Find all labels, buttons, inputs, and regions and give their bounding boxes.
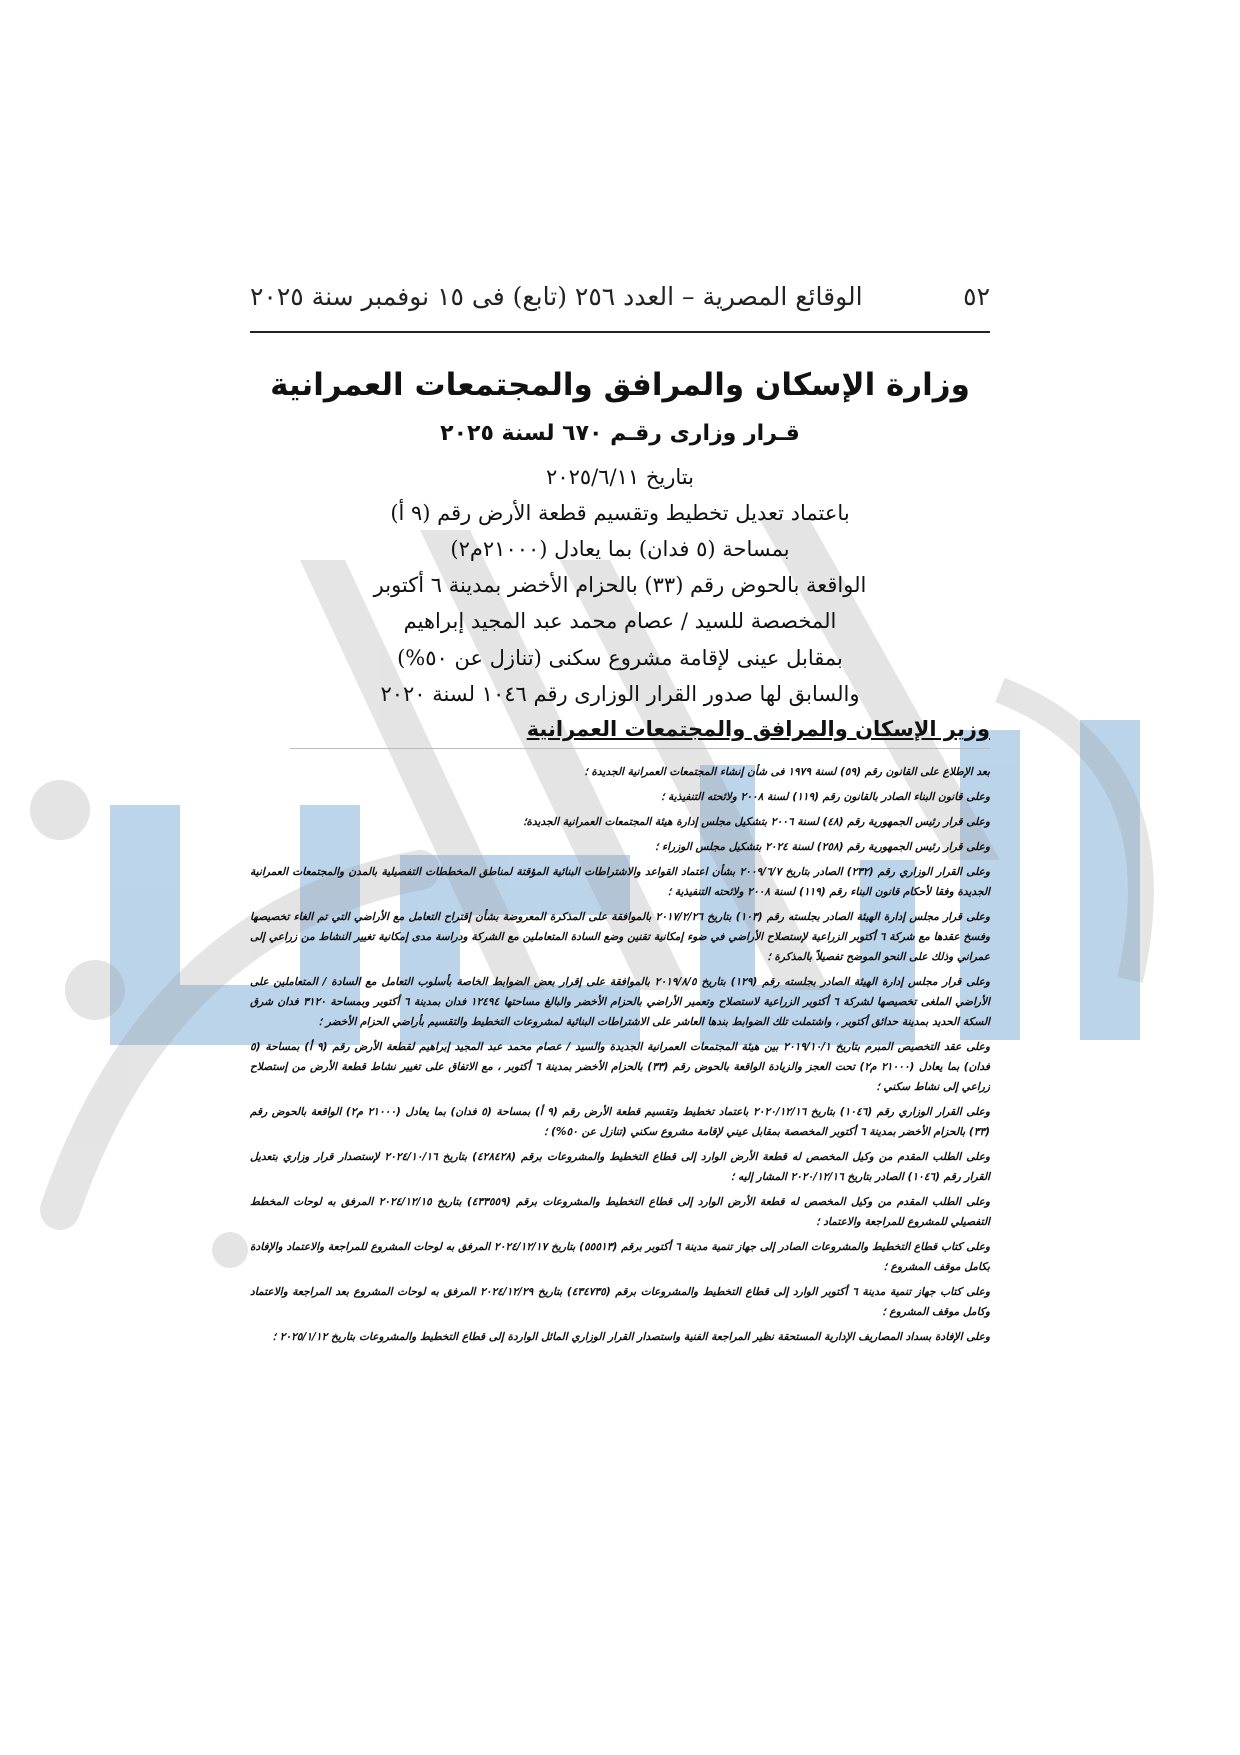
section-divider [290,748,990,749]
header-divider [250,331,990,333]
preamble-paragraph: وعلى القرار الوزاري رقم (٢٣٢) الصادر بتاريخ ٢٠٠٩/٦/٧ بشأن اعتماد القواعد والاشتراطات البنائية المؤقتة لمناطق المخططات التفصيلية بالمدن والمجتمعات العمرانية الجديدة وفقا لأحكام قانون البناء رقم (١١٩) لسنة ٢٠٠٨ ولائحته التنفيذية ؛ [250,866,990,898]
preamble-paragraph: وعلى قرار رئيس الجمهورية رقم (٢٥٨) لسنة ٢٠٢٤ بتشكيل مجلس الوزراء ؛ [654,841,990,853]
watermark-arc [1000,690,1141,980]
preamble-paragraph: بعد الإطلاع على القانون رقم (٥٩) لسنة ١٩٧٩ فى شأن إنشاء المجتمعات العمرانية الجديدة ؛ [584,766,990,778]
preamble-paragraph: وعلى القرار الوزاري رقم (١٠٤٦) بتاريخ ٢٠٢٠/١٢/١٦ باعتماد تخطيط وتقسيم قطعة الأرض رقم (٩ أ) بمساحة (٥ فدان) بما يعادل (٢١٠٠٠ م٢) الواقعة بالحوض رقم (٣٣) بالحزام الأخضر بمدينة ٦ أكتوبر المخصصة بمقابل عيني لإقامة مشروع سكني (تنازل عن ٥٠%) ؛ [250,1106,990,1138]
preamble-paragraph: وعلى قرار رئيس الجمهورية رقم (٤٨) لسنة ٢٠٠٦ بتشكيل مجلس إدارة هيئة المجتمعات العمرانية الجديدة؛ [523,816,990,828]
decree-subject-line: الواقعة بالحوض رقم (٣٣) بالحزام الأخضر بمدينة ٦ أكتوبر [373,573,867,598]
preamble-paragraph: وعلى كتاب قطاع التخطيط والمشروعات الصادر إلى جهاز تنمية مدينة ٦ أكتوبر برقم (٥٥٥١٣) بتاريخ ٢٠٢٤/١٢/١٧ المرفق به لوحات المشروع للمراجعة والاعتماد والإفادة بكامل موقف المشروع ؛ [250,1241,991,1273]
watermark-letter-block [1080,720,1140,1040]
watermark-letter-block [110,805,180,1040]
ministry-title: وزارة الإسكان والمرافق والمجتمعات العمرانية [270,367,970,403]
preamble-paragraph: وعلى قرار مجلس إدارة الهيئة الصادر بجلسته رقم (١٠٣) بتاريخ ٢٠١٧/٢/٢٦ بالموافقة على المذكرة المعروضة بشأن إقتراح التعامل مع الأراضي التي تم الغاء تخصيصها وفسخ عقدها مع شركة ٦ أكتوبر الزراعية لإستصلاح الأراضي في ضوء إمكانية تقنين وضع السادة المتعاملين مع الشركة ودراسة مدى إمكانية تغيير النشاط من زراعي إلى عمراني وذلك على النحو الموضح تفصيلاً بالمذكرة ؛ [250,911,990,963]
watermark-dot [65,960,125,1020]
decree-subject-line: بمساحة (٥ فدان) بما يعادل (٢١٠٠٠م٢) [450,537,790,562]
preamble-paragraph: وعلى عقد التخصيص المبرم بتاريخ ٢٠١٩/١٠/١ بين هيئة المجتمعات العمرانية الجديدة والسيد / عصام محمد عبد المجيد إبراهيم لقطعة الأرض رقم (٩ أ) بمساحة (٥ فدان) بما يعادل (٢١٠٠٠ م٢) تحت العجز والزيادة الواقعة بالحوض رقم (٣٣) بالحزام الأخضر بمدينة ٦ أكتوبر ، مع الاتفاق على تغيير نشاط قطعة الأرض من إستصلاح زراعي إلى نشاط سكني ؛ [250,1041,990,1093]
preamble-list [250,762,990,1352]
decree-title: قـرار وزارى رقـم ٦٧٠ لسنة ٢٠٢٥ [440,421,800,447]
preamble-paragraph: وعلى الطلب المقدم من وكيل المخصص له قطعة الأرض الوارد إلى قطاع التخطيط والمشروعات برقم (٤٣٣٥٥٩) بتاريخ ٢٠٢٤/١٢/١٥ المرفق به لوحات المخطط التفصيلي للمشروع للمراجعة والاعتماد ؛ [250,1196,990,1228]
running-title: الوقائع المصرية – العدد ٢٥٦ (تابع) فى ١٥ نوفمبر سنة ٢٠٢٥ [250,282,863,311]
decree-subject-line: باعتماد تعديل تخطيط وتقسيم قطعة الأرض رقم (٩ أ) [390,501,850,526]
decree-subject-line: والسابق لها صدور القرار الوزارى رقم ١٠٤٦ لسنة ٢٠٢٠ [380,681,860,706]
decree-subject-line: المخصصة للسيد / عصام محمد عبد المجيد إبراهيم [403,609,837,634]
watermark-dot [212,1232,248,1268]
preamble-paragraph: وعلى الإفادة بسداد المصاريف الإدارية المستحقة نظير المراجعة الفنية واستصدار القرار الوزاري المائل الواردة إلى قطاع التخطيط والمشروعات بتاريخ ٢٠٢٥/١/١٢ ؛ [272,1331,990,1343]
watermark-dot [30,780,90,840]
decree-subject-line: بمقابل عينى لإقامة مشروع سكنى (تنازل عن ٥٠%) [397,645,843,670]
preamble-paragraph: وعلى كتاب جهاز تنمية مدينة ٦ أكتوبر الوارد إلى قطاع التخطيط والمشروعات برقم (٤٣٤٧٣٥) بتاريخ ٢٠٢٤/١٢/٢٩ المرفق به لوحات المشروع بعد المراجعة والاعتماد وكامل موقف المشروع ؛ [250,1286,990,1318]
decree-heading-block [250,365,990,712]
preamble-paragraph: وعلى قرار مجلس إدارة الهيئة الصادر بجلسته رقم (١٢٩) بتاريخ ٢٠١٩/٨/٥ بالموافقة على إقرار بعض الضوابط الخاصة بأسلوب التعامل مع السادة / المتعاملين على الأراضي الملغى تخصيصها لشركة ٦ أكتوبر الزراعية لاستصلاح وتعمير الأراضي بالحزام الأخضر والبالغ مساحتها ١٢٤٩٤ فدان بمدينة ٦ أكتوبر وبمساحة ٣١٢٠ فدان شرق السكة الحديد بمدينة حدائق أكتوبر ، واشتملت تلك الضوابط بندها العاشر على الاشتراطات البنائية لمشروعات التخطيط والتقسيم بأراضي الحزام الأخضر ؛ [250,976,990,1028]
preamble-paragraph: وعلى الطلب المقدم من وكيل المخصص له قطعة الأرض الوارد إلى قطاع التخطيط والمشروعات برقم (٤٢٨٤٢٨) بتاريخ ٢٠٢٤/١٠/١٦ لإستصدار قرار وزاري بتعديل القرار رقم (١٠٤٦) الصادر بتاريخ ٢٠٢٠/١٢/١٦ المشار إليه ؛ [250,1151,991,1183]
page-number: ٥٢ [963,282,990,311]
running-header [250,282,990,311]
minister-heading: وزير الإسكان والمرافق والمجتمعات العمرانية [526,717,990,741]
decree-date: بتاريخ ٢٠٢٥/٦/١١ [546,464,694,489]
preamble-paragraph: وعلى قانون البناء الصادر بالقانون رقم (١١٩) لسنة ٢٠٠٨ ولائحته التنفيذية ؛ [660,791,990,803]
